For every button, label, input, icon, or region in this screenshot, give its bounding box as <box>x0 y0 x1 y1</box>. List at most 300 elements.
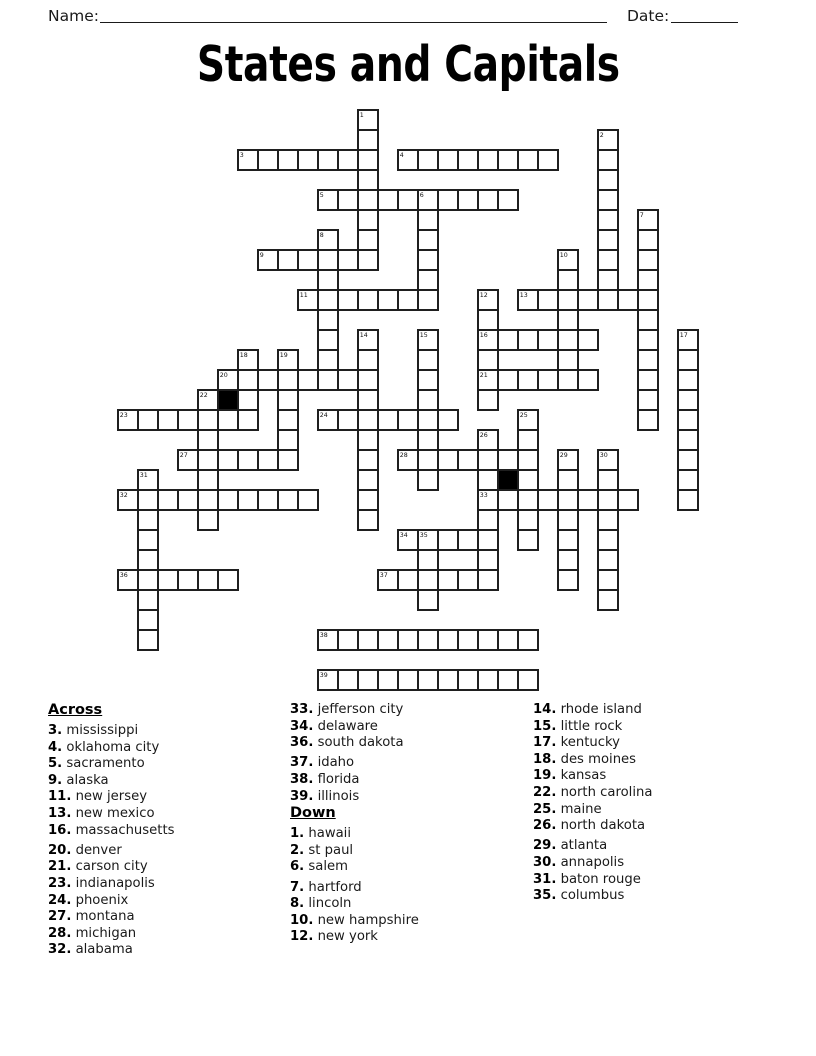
clue-number: 39. <box>290 788 314 804</box>
grid-cell[interactable] <box>198 470 218 490</box>
grid-cell[interactable] <box>398 290 418 310</box>
clue-number: 6. <box>290 859 305 875</box>
grid-cell[interactable] <box>218 410 238 430</box>
grid-cell[interactable] <box>258 490 278 510</box>
clue-30 <box>533 855 771 872</box>
grid-cell[interactable] <box>318 250 338 270</box>
grid-cell[interactable] <box>518 510 538 530</box>
grid-cell[interactable] <box>438 190 458 210</box>
grid-cell[interactable] <box>278 410 298 430</box>
grid-cell[interactable] <box>478 390 498 410</box>
grid-cell[interactable] <box>278 450 298 470</box>
grid-cell[interactable] <box>418 370 438 390</box>
name-blank-line <box>100 7 607 23</box>
grid-cell[interactable] <box>318 310 338 330</box>
grid-cell[interactable] <box>498 450 518 470</box>
grid-cell[interactable] <box>598 570 618 590</box>
grid-cell[interactable] <box>598 490 618 510</box>
clue-19 <box>533 768 771 785</box>
grid-cell[interactable] <box>478 470 498 490</box>
grid-cell[interactable] <box>338 670 358 690</box>
clue-column-down <box>533 702 771 905</box>
grid-cell[interactable] <box>678 430 698 450</box>
grid-cell[interactable] <box>558 470 578 490</box>
clue-number: 34. <box>290 718 314 734</box>
grid-cell[interactable] <box>418 390 438 410</box>
grid-cell[interactable] <box>378 410 398 430</box>
name-label: Name: <box>48 7 99 25</box>
grid-cell[interactable] <box>298 250 318 270</box>
clue-number: 29. <box>533 838 557 854</box>
grid-cell[interactable] <box>318 330 338 350</box>
clue-text: hartford <box>304 879 362 895</box>
cell-number: 31 <box>139 472 148 480</box>
grid-cell[interactable] <box>418 410 438 430</box>
grid-cell[interactable] <box>238 490 258 510</box>
clue-6 <box>290 859 528 876</box>
clue-text: indianapolis <box>71 875 155 891</box>
grid-cell[interactable] <box>238 410 258 430</box>
grid-cell[interactable] <box>498 190 518 210</box>
grid-cell[interactable] <box>538 330 558 350</box>
grid-cell[interactable] <box>478 150 498 170</box>
grid-cell[interactable] <box>578 330 598 350</box>
cell-number: 14 <box>359 332 368 340</box>
grid-cell[interactable] <box>478 550 498 570</box>
grid-cell[interactable] <box>298 370 318 390</box>
clue-36 <box>290 735 528 752</box>
grid-cell[interactable] <box>198 450 218 470</box>
grid-cell[interactable] <box>418 550 438 570</box>
grid-cell[interactable] <box>618 490 638 510</box>
grid-cell[interactable] <box>398 410 418 430</box>
grid-cell[interactable] <box>418 210 438 230</box>
grid-cell[interactable] <box>358 670 378 690</box>
grid-cell[interactable] <box>198 490 218 510</box>
clue-13 <box>48 806 286 823</box>
grid-cell[interactable] <box>558 290 578 310</box>
clue-number: 27. <box>48 909 72 925</box>
grid-cell[interactable] <box>358 470 378 490</box>
cell-number: 38 <box>319 632 328 640</box>
grid-cell[interactable] <box>538 370 558 390</box>
grid-cell[interactable] <box>598 590 618 610</box>
grid-cell[interactable] <box>478 530 498 550</box>
grid-cell[interactable] <box>398 630 418 650</box>
grid-cell[interactable] <box>598 530 618 550</box>
grid-cell[interactable] <box>598 170 618 190</box>
grid-cell[interactable] <box>678 470 698 490</box>
grid-cell[interactable] <box>318 370 338 390</box>
grid-cell[interactable] <box>418 630 438 650</box>
grid-cell[interactable] <box>638 350 658 370</box>
clue-text: kentucky <box>556 735 620 751</box>
grid-cell[interactable] <box>478 450 498 470</box>
grid-cell[interactable] <box>458 450 478 470</box>
grid-cell[interactable] <box>518 450 538 470</box>
cell-number: 39 <box>319 672 328 680</box>
grid-cell[interactable] <box>318 350 338 370</box>
grid-cell[interactable] <box>598 510 618 530</box>
grid-cell[interactable] <box>458 670 478 690</box>
clue-number: 16. <box>48 822 72 838</box>
grid-cell[interactable] <box>358 390 378 410</box>
grid-cell[interactable] <box>598 470 618 490</box>
grid-cell[interactable] <box>678 410 698 430</box>
grid-cell[interactable] <box>558 330 578 350</box>
grid-cell[interactable] <box>138 630 158 650</box>
grid-cell[interactable] <box>558 270 578 290</box>
grid-cell[interactable] <box>438 410 458 430</box>
cell-number: 27 <box>179 452 188 460</box>
clue-10 <box>290 913 528 930</box>
cell-number: 9 <box>259 252 264 260</box>
grid-cell[interactable] <box>438 630 458 650</box>
grid-cell[interactable] <box>558 310 578 330</box>
grid-cell[interactable] <box>338 250 358 270</box>
grid-cell[interactable] <box>258 450 278 470</box>
clue-17 <box>533 735 771 752</box>
clue-15 <box>533 719 771 736</box>
grid-cell[interactable] <box>498 670 518 690</box>
grid-cell[interactable] <box>358 250 378 270</box>
grid-cell[interactable] <box>558 550 578 570</box>
grid-cell[interactable] <box>338 290 358 310</box>
grid-cell[interactable] <box>518 370 538 390</box>
clue-text: idaho <box>313 755 355 771</box>
grid-cell[interactable] <box>358 230 378 250</box>
grid-cell[interactable] <box>478 510 498 530</box>
grid-cell[interactable] <box>358 130 378 150</box>
grid-cell[interactable] <box>278 490 298 510</box>
grid-cell[interactable] <box>498 370 518 390</box>
grid-cell[interactable] <box>338 370 358 390</box>
grid-cell[interactable] <box>438 670 458 690</box>
clue-text: north dakota <box>556 818 646 834</box>
clue-text: illinois <box>313 788 360 804</box>
grid-cell[interactable] <box>558 510 578 530</box>
grid-cell[interactable] <box>278 250 298 270</box>
grid-cell[interactable] <box>478 670 498 690</box>
clue-number: 38. <box>290 771 314 787</box>
grid-cell[interactable] <box>598 270 618 290</box>
clue-34 <box>290 719 528 736</box>
grid-cell[interactable] <box>558 350 578 370</box>
grid-cell[interactable] <box>358 190 378 210</box>
grid-cell[interactable] <box>138 570 158 590</box>
clue-38 <box>290 772 528 789</box>
grid-cell[interactable] <box>418 250 438 270</box>
grid-cell[interactable] <box>198 430 218 450</box>
grid-cell[interactable] <box>238 450 258 470</box>
grid-cell[interactable] <box>338 150 358 170</box>
cell-number: 29 <box>559 452 568 460</box>
grid-cell[interactable] <box>678 390 698 410</box>
grid-cell[interactable] <box>458 530 478 550</box>
grid-cell[interactable] <box>478 190 498 210</box>
grid-cell[interactable] <box>438 150 458 170</box>
crossword-grid <box>110 102 716 700</box>
grid-cell[interactable] <box>298 150 318 170</box>
grid-cell[interactable] <box>638 250 658 270</box>
clue-32 <box>48 942 286 959</box>
clue-20 <box>48 843 286 860</box>
grid-cell[interactable] <box>638 230 658 250</box>
clue-24 <box>48 893 286 910</box>
cell-number: 36 <box>119 572 128 580</box>
grid-cell[interactable] <box>638 390 658 410</box>
grid-cell[interactable] <box>138 490 158 510</box>
grid-cell[interactable] <box>238 390 258 410</box>
clue-35 <box>533 888 771 905</box>
grid-cell[interactable] <box>518 670 538 690</box>
grid-cell[interactable] <box>418 430 438 450</box>
grid-cell[interactable] <box>418 350 438 370</box>
grid-cell[interactable] <box>158 490 178 510</box>
grid-cell[interactable] <box>458 150 478 170</box>
grid-cell[interactable] <box>638 370 658 390</box>
cell-number: 17 <box>679 332 688 340</box>
grid-cell[interactable] <box>678 450 698 470</box>
clue-9 <box>48 773 286 790</box>
clue-number: 7. <box>290 879 305 895</box>
clue-text: denver <box>71 842 122 858</box>
grid-cell[interactable] <box>378 670 398 690</box>
grid-cell[interactable] <box>178 490 198 510</box>
grid-cell[interactable] <box>478 630 498 650</box>
grid-cell[interactable] <box>418 450 438 470</box>
clue-23 <box>48 876 286 893</box>
clue-12 <box>290 929 528 946</box>
grid-cell[interactable] <box>458 570 478 590</box>
grid-cell[interactable] <box>338 410 358 430</box>
clue-number: 32. <box>48 942 72 958</box>
clue-text: north carolina <box>556 784 653 800</box>
grid-cell[interactable] <box>418 670 438 690</box>
grid-cell[interactable] <box>498 330 518 350</box>
grid-cell[interactable] <box>418 270 438 290</box>
grid-cell[interactable] <box>138 510 158 530</box>
clue-number: 12. <box>290 929 314 945</box>
grid-cell[interactable] <box>578 290 598 310</box>
grid-cell[interactable] <box>418 150 438 170</box>
clue-text: columbus <box>556 888 625 904</box>
grid-cell[interactable] <box>638 270 658 290</box>
grid-cell[interactable] <box>638 310 658 330</box>
grid-cell[interactable] <box>138 590 158 610</box>
grid-cell[interactable] <box>358 170 378 190</box>
grid-cell[interactable] <box>578 490 598 510</box>
grid-cell[interactable] <box>278 430 298 450</box>
grid-cell[interactable] <box>338 190 358 210</box>
grid-cell[interactable] <box>418 230 438 250</box>
grid-cell[interactable] <box>258 370 278 390</box>
grid-cell[interactable] <box>318 270 338 290</box>
grid-cell[interactable] <box>138 610 158 630</box>
clue-text: annapolis <box>556 854 625 870</box>
grid-cell[interactable] <box>678 370 698 390</box>
grid-cell[interactable] <box>218 570 238 590</box>
grid-cell[interactable] <box>478 350 498 370</box>
grid-cell[interactable] <box>518 470 538 490</box>
clue-22 <box>533 785 771 802</box>
grid-cell[interactable] <box>178 410 198 430</box>
grid-cell[interactable] <box>518 150 538 170</box>
grid-cell[interactable] <box>538 290 558 310</box>
grid-cell[interactable] <box>358 430 378 450</box>
grid-cell[interactable] <box>598 550 618 570</box>
grid-cell[interactable] <box>438 570 458 590</box>
grid-cell[interactable] <box>418 570 438 590</box>
cell-number: 28 <box>399 452 408 460</box>
clue-text: maine <box>556 801 602 817</box>
clue-14 <box>533 702 771 719</box>
clue-number: 9. <box>48 772 63 788</box>
grid-cell[interactable] <box>358 290 378 310</box>
grid-cell[interactable] <box>378 290 398 310</box>
grid-cell[interactable] <box>378 190 398 210</box>
grid-cell[interactable] <box>498 490 518 510</box>
grid-cell[interactable] <box>358 350 378 370</box>
grid-cell[interactable] <box>338 630 358 650</box>
grid-cell[interactable] <box>398 570 418 590</box>
grid-cell[interactable] <box>538 150 558 170</box>
grid-cell[interactable] <box>478 310 498 330</box>
grid-cell[interactable] <box>578 370 598 390</box>
grid-cell[interactable] <box>278 390 298 410</box>
clue-11 <box>48 789 286 806</box>
cell-number: 24 <box>319 412 328 420</box>
grid-cell[interactable] <box>358 630 378 650</box>
grid-cell[interactable] <box>558 490 578 510</box>
grid-cell[interactable] <box>358 410 378 430</box>
grid-cell[interactable] <box>518 630 538 650</box>
grid-cell[interactable] <box>458 190 478 210</box>
grid-cell[interactable] <box>438 530 458 550</box>
grid-cell[interactable] <box>418 470 438 490</box>
grid-cell[interactable] <box>198 510 218 530</box>
clue-text: phoenix <box>71 892 129 908</box>
cell-number: 13 <box>519 292 528 300</box>
cell-number: 26 <box>479 432 488 440</box>
grid-cell[interactable] <box>678 350 698 370</box>
grid-cell[interactable] <box>198 570 218 590</box>
grid-cell[interactable] <box>398 190 418 210</box>
grid-cell[interactable] <box>538 490 558 510</box>
clue-number: 25. <box>533 801 557 817</box>
grid-cell[interactable] <box>598 190 618 210</box>
clue-text: new hampshire <box>313 912 419 928</box>
grid-cell[interactable] <box>498 150 518 170</box>
clue-column-middle <box>290 702 528 946</box>
grid-cell[interactable] <box>258 150 278 170</box>
grid-cell[interactable] <box>298 490 318 510</box>
grid-cell[interactable] <box>418 290 438 310</box>
grid-cell[interactable] <box>218 490 238 510</box>
clue-number: 19. <box>533 768 557 784</box>
grid-cell[interactable] <box>218 450 238 470</box>
grid-cell[interactable] <box>558 530 578 550</box>
grid-cell[interactable] <box>358 150 378 170</box>
grid-cell[interactable] <box>238 370 258 390</box>
clue-number: 24. <box>48 892 72 908</box>
grid-cell[interactable] <box>318 290 338 310</box>
grid-cell[interactable] <box>358 490 378 510</box>
grid-cell[interactable] <box>598 290 618 310</box>
grid-cell[interactable] <box>678 490 698 510</box>
grid-cell[interactable] <box>598 250 618 270</box>
grid-cell[interactable] <box>518 430 538 450</box>
date-blank-line <box>671 7 738 23</box>
clue-18 <box>533 752 771 769</box>
grid-cell[interactable] <box>318 150 338 170</box>
clue-16 <box>48 823 286 840</box>
grid-cell[interactable] <box>138 550 158 570</box>
clue-number: 3. <box>48 723 63 738</box>
clue-29 <box>533 838 771 855</box>
grid-cell[interactable] <box>398 670 418 690</box>
clue-number: 35. <box>533 888 557 904</box>
clue-2 <box>290 843 528 860</box>
grid-cell[interactable] <box>518 490 538 510</box>
grid-cell[interactable] <box>598 230 618 250</box>
grid-cell[interactable] <box>498 630 518 650</box>
grid-cell[interactable] <box>458 630 478 650</box>
clue-number: 4. <box>48 739 63 755</box>
grid-cell[interactable] <box>138 410 158 430</box>
grid-cell[interactable] <box>178 570 198 590</box>
clue-number: 13. <box>48 805 72 821</box>
grid-cell[interactable] <box>278 370 298 390</box>
grid-cell[interactable] <box>518 330 538 350</box>
grid-cell[interactable] <box>418 590 438 610</box>
grid-cell[interactable] <box>358 450 378 470</box>
grid-cell[interactable] <box>638 410 658 430</box>
clue-number: 31. <box>533 871 557 887</box>
grid-cell[interactable] <box>518 530 538 550</box>
clue-text: kansas <box>556 768 607 784</box>
clue-31 <box>533 872 771 889</box>
grid-cell[interactable] <box>378 630 398 650</box>
clue-number: 15. <box>533 718 557 734</box>
grid-cell[interactable] <box>638 330 658 350</box>
grid-cell[interactable] <box>198 410 218 430</box>
grid-cell[interactable] <box>638 290 658 310</box>
cell-number: 4 <box>399 152 404 160</box>
grid-cell[interactable] <box>598 150 618 170</box>
grid-cell[interactable] <box>598 210 618 230</box>
cell-number: 20 <box>219 372 228 380</box>
clue-text: massachusetts <box>71 822 175 838</box>
grid-cell[interactable] <box>558 370 578 390</box>
clue-text: little rock <box>556 718 623 734</box>
grid-cell[interactable] <box>158 410 178 430</box>
grid-cell[interactable] <box>278 150 298 170</box>
grid-cell[interactable] <box>358 510 378 530</box>
grid-cell[interactable] <box>438 450 458 470</box>
grid-cell[interactable] <box>478 570 498 590</box>
grid-cell[interactable] <box>558 570 578 590</box>
grid-cell[interactable] <box>138 530 158 550</box>
grid-cell[interactable] <box>358 370 378 390</box>
grid-cell[interactable] <box>158 570 178 590</box>
cell-number: 22 <box>199 392 208 400</box>
clue-5 <box>48 756 286 773</box>
clue-text: baton rouge <box>556 871 641 887</box>
grid-cell[interactable] <box>618 290 638 310</box>
grid-cell[interactable] <box>358 210 378 230</box>
clue-text: lincoln <box>304 896 352 912</box>
